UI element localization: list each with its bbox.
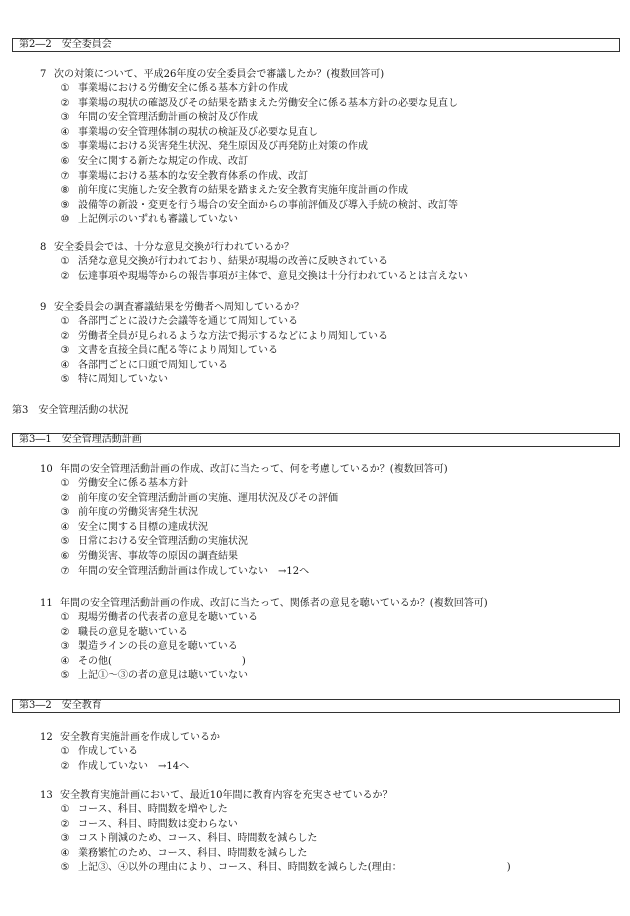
option-number: ⑨ xyxy=(60,199,70,211)
option-text: 文書を直接全員に配る等により周知している xyxy=(78,345,278,357)
question-title xyxy=(0,788,630,803)
option-text: 設備等の新設・変更を行う場合の安全面からの事前評価及び導入手続の検討、改訂等 xyxy=(78,199,458,211)
option-text: 各部門ごとに設けた会議等を通じて周知している xyxy=(78,316,298,327)
option-text: コース、科目、時間数を増やした xyxy=(78,804,228,815)
answer-option xyxy=(0,847,630,862)
option-number: ③ xyxy=(60,833,70,845)
answer-option xyxy=(0,760,630,775)
answer-option xyxy=(0,140,630,155)
option-number: ⑤ xyxy=(60,862,70,874)
question-10 xyxy=(0,462,630,579)
option-text: 伝達事項や現場等からの報告事項が主体で、意見交換は十分行われているとは言えない xyxy=(78,270,468,282)
question-text: 安全教育実施計画において、最近10年間に教育内容を充実させているか？ xyxy=(60,790,393,801)
answer-option xyxy=(0,97,630,112)
option-number: ③ xyxy=(60,507,70,519)
option-text: 事業場における災害発生状況、発生原因及び再発防止対策の作成 xyxy=(78,141,368,153)
answer-option xyxy=(0,565,630,580)
option-text: 労働災害、事故等の原因の調査結果 xyxy=(78,550,238,562)
answer-option xyxy=(0,803,630,818)
answer-option xyxy=(0,199,630,214)
answer-option xyxy=(0,155,630,170)
option-number: ③ xyxy=(60,345,70,357)
answer-option xyxy=(0,655,630,670)
option-number: ③ xyxy=(60,641,70,653)
answer-option xyxy=(0,82,630,97)
answer-option xyxy=(0,373,630,388)
question-number: 10 xyxy=(40,464,53,475)
answer-option xyxy=(0,492,630,507)
option-text: 上記①～③の者の意見は聴いていない xyxy=(78,670,248,682)
option-number: ⑥ xyxy=(60,155,70,167)
option-text: 前年度の安全管理活動計画の実施、運用状況及びその評価 xyxy=(78,492,338,504)
option-text: 年間の安全管理活動計画の検討及び作成 xyxy=(78,112,258,124)
question-number: 11 xyxy=(40,598,53,609)
option-number: ① xyxy=(60,746,70,757)
question-9 xyxy=(0,300,630,388)
question-title xyxy=(0,240,630,255)
option-text: 事業場における基本的な安全教育体系の作成、改訂 xyxy=(78,170,308,182)
answer-option xyxy=(0,477,630,492)
question-title xyxy=(0,462,630,477)
option-number: ② xyxy=(60,270,70,282)
question-11 xyxy=(0,596,630,684)
option-number: ⑩ xyxy=(60,214,70,226)
answer-option xyxy=(0,184,630,199)
answer-option xyxy=(0,550,630,565)
option-text: 安全に関する目標の達成状況 xyxy=(78,521,208,533)
option-text: 前年度の労働災害発生状況 xyxy=(78,507,198,519)
question-text: 安全教育実施計画を作成しているか xyxy=(60,732,220,743)
section-title: 第2―2 安全委員会 xyxy=(19,39,112,50)
option-number: ① xyxy=(60,804,70,815)
section-box-3-2 xyxy=(12,699,620,713)
question-number: 12 xyxy=(40,732,53,743)
option-number: ⑥ xyxy=(60,550,70,562)
question-text: 年間の安全管理活動計画の作成、改訂に当たって、何を考慮しているか？(複数回答可) xyxy=(60,464,448,475)
section-box-2-2 xyxy=(12,38,620,52)
option-text: 年間の安全管理活動計画は作成していない →12へ xyxy=(78,565,310,577)
section-box-3-1 xyxy=(12,433,620,447)
section-title: 第3―2 安全教育 xyxy=(19,700,102,711)
option-text: 上記③、④以外の理由により、コース、科目、時間数を減らした(理由： ) xyxy=(78,862,511,874)
question-number: 13 xyxy=(40,790,53,801)
question-12 xyxy=(0,730,630,774)
option-number: ⑤ xyxy=(60,374,70,386)
answer-option xyxy=(0,626,630,641)
option-text: 上記例示のいずれも審議していない xyxy=(78,214,238,226)
answer-option xyxy=(0,611,630,626)
answer-option xyxy=(0,745,630,760)
section-title: 第3―1 安全管理活動計画 xyxy=(19,434,142,445)
answer-option xyxy=(0,640,630,655)
option-text: 労働安全に係る基本方針 xyxy=(78,478,188,489)
option-text: 職長の意見を聴いている xyxy=(78,626,188,638)
option-number: ② xyxy=(60,818,70,830)
option-text: 特に周知していない xyxy=(78,374,168,386)
question-title xyxy=(0,300,630,315)
option-text: 事業場の現状の確認及びその結果を踏まえた労働安全に係る基本方針の必要な見直し xyxy=(78,97,458,109)
option-number: ① xyxy=(60,256,70,267)
question-text: 安全委員会の調査審議結果を労働者へ周知しているか？ xyxy=(54,302,304,313)
option-number: ② xyxy=(60,760,70,772)
answer-option xyxy=(0,111,630,126)
answer-option xyxy=(0,521,630,536)
option-text: 各部門ごとに口頭で周知している xyxy=(78,359,228,371)
option-text: コース、科目、時間数は変わらない xyxy=(78,818,238,830)
option-number: ① xyxy=(60,316,70,327)
option-number: ④ xyxy=(60,655,70,667)
option-number: ⑤ xyxy=(60,141,70,153)
answer-option xyxy=(0,506,630,521)
question-number: 7 xyxy=(40,69,47,80)
option-number: ④ xyxy=(60,521,70,533)
answer-option xyxy=(0,344,630,359)
question-title xyxy=(0,67,630,82)
option-text: その他( ) xyxy=(78,655,246,667)
question-7 xyxy=(0,67,630,228)
question-title xyxy=(0,596,630,611)
question-13 xyxy=(0,788,630,876)
option-number: ④ xyxy=(60,847,70,859)
question-text: 次の対策について、平成26年度の安全委員会で審議したか？(複数回答可) xyxy=(54,69,385,80)
option-text: 作成している xyxy=(78,746,138,757)
option-text: 作成していない →14へ xyxy=(78,760,190,772)
option-number: ② xyxy=(60,492,70,504)
answer-option xyxy=(0,170,630,185)
option-number: ⑤ xyxy=(60,536,70,548)
option-text: 日常における安全管理活動の実施状況 xyxy=(78,536,248,548)
answer-option xyxy=(0,126,630,141)
answer-option xyxy=(0,315,630,330)
option-text: 活発な意見交換が行われており、結果が現場の改善に反映されている xyxy=(78,256,388,267)
question-text: 安全委員会では、十分な意見交換が行われているか？ xyxy=(54,242,294,253)
option-number: ② xyxy=(60,626,70,638)
option-number: ① xyxy=(60,83,70,94)
option-number: ④ xyxy=(60,126,70,138)
option-text: 事業場の安全管理体制の現状の検証及び必要な見直し xyxy=(78,126,318,138)
answer-option xyxy=(0,535,630,550)
option-text: 労働者全員が見られるような方法で掲示するなどにより周知している xyxy=(78,330,388,342)
option-number: ② xyxy=(60,330,70,342)
option-number: ⑧ xyxy=(60,185,70,197)
option-text: 製造ラインの長の意見を聴いている xyxy=(78,641,238,653)
question-number: 8 xyxy=(40,242,47,253)
question-title xyxy=(0,730,630,745)
answer-option xyxy=(0,330,630,345)
answer-option xyxy=(0,669,630,684)
section-heading-3: 第3 安全管理活動の状況 xyxy=(12,405,129,416)
option-text: コスト削減のため、コース、科目、時間数を減らした xyxy=(78,833,318,845)
option-number: ① xyxy=(60,478,70,489)
question-number: 9 xyxy=(40,302,47,313)
question-text: 年間の安全管理活動計画の作成、改訂に当たって、関係者の意見を聴いているか？(複数回答可) xyxy=(60,598,488,609)
option-text: 安全に関する新たな規定の作成、改訂 xyxy=(78,155,248,167)
answer-option xyxy=(0,270,630,285)
answer-option xyxy=(0,818,630,833)
option-number: ④ xyxy=(60,359,70,371)
option-number: ② xyxy=(60,97,70,109)
option-text: 業務繁忙のため、コース、科目、時間数を減らした xyxy=(78,847,308,859)
option-text: 事業場における労働安全に係る基本方針の作成 xyxy=(78,83,288,94)
answer-option xyxy=(0,213,630,228)
answer-option xyxy=(0,861,630,876)
option-text: 現場労働者の代表者の意見を聴いている xyxy=(78,612,258,623)
answer-option xyxy=(0,359,630,374)
question-8 xyxy=(0,240,630,284)
answer-option xyxy=(0,255,630,270)
option-number: ③ xyxy=(60,112,70,124)
option-number: ⑦ xyxy=(60,170,70,182)
answer-option xyxy=(0,832,630,847)
option-number: ⑦ xyxy=(60,565,70,577)
option-number: ⑤ xyxy=(60,670,70,682)
option-text: 前年度に実施した安全教育の結果を踏まえた安全教育実施年度計画の作成 xyxy=(78,185,408,197)
option-number: ① xyxy=(60,612,70,623)
